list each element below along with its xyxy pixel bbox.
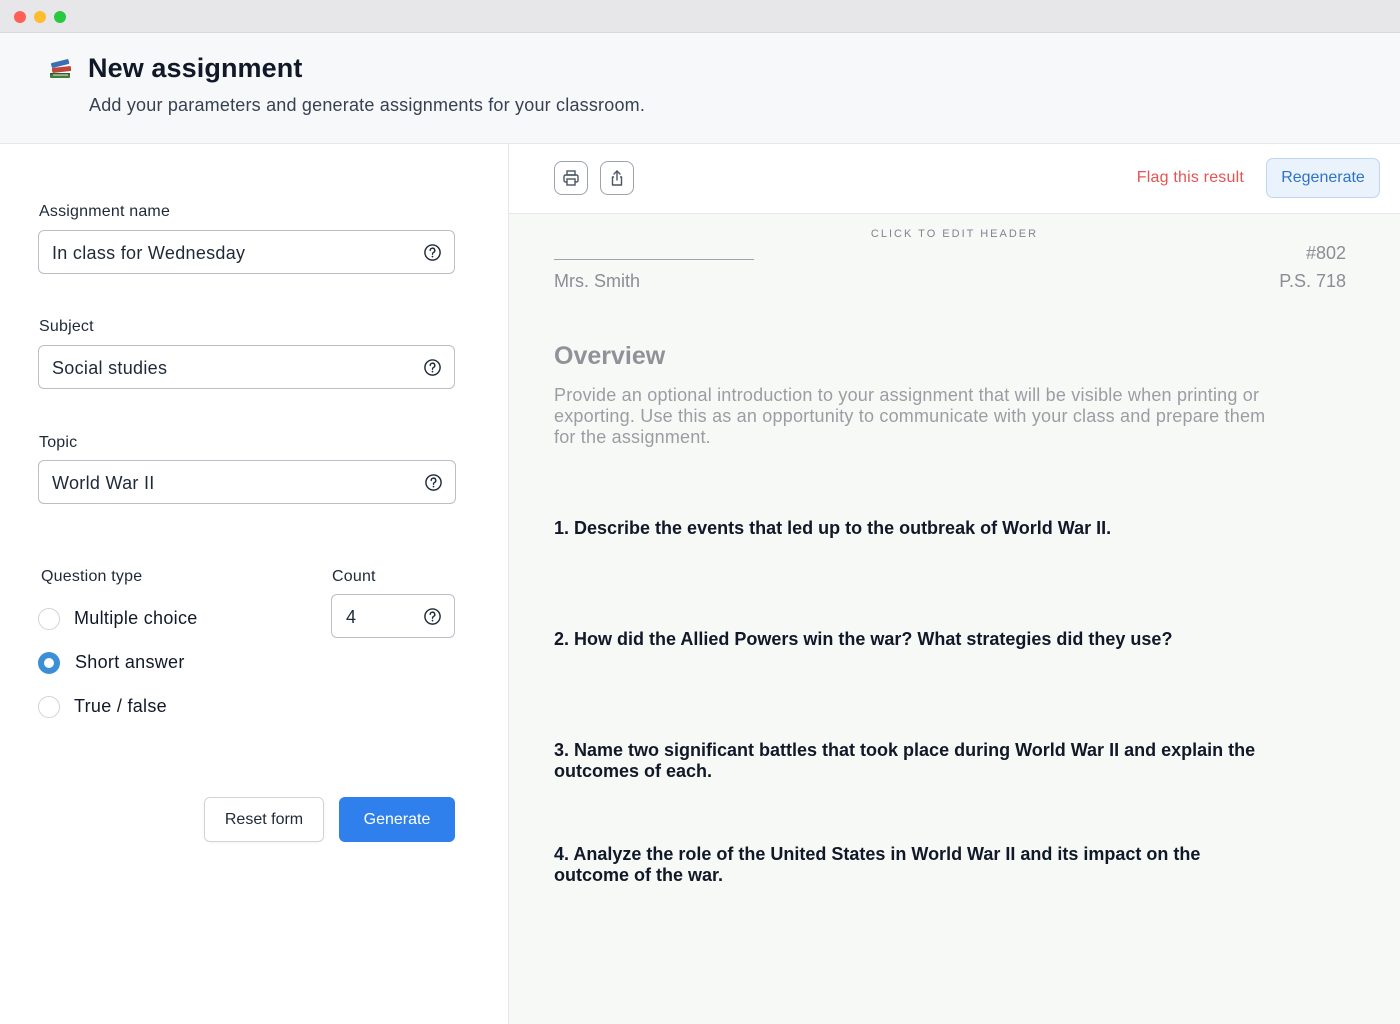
share-button[interactable] (600, 161, 634, 195)
question-item: 4. Analyze the role of the United States in World War II and its impact on the outcome of the war. (554, 844, 1201, 885)
share-icon (608, 169, 626, 187)
question-item: 3. Name two significant battles that took place during World War II and explain the outcomes of each. (554, 740, 1256, 781)
radio-button[interactable] (38, 696, 60, 718)
window-titlebar (0, 0, 1400, 33)
subject-value: Social studies (52, 358, 168, 378)
page-title: New assignment (88, 53, 303, 83)
radio-button[interactable] (38, 608, 60, 630)
student-name-line (554, 259, 754, 260)
topic-input[interactable] (38, 460, 456, 504)
count-value: 4 (346, 607, 357, 627)
print-button[interactable] (554, 161, 588, 195)
overview-title[interactable]: Overview (554, 342, 666, 370)
count-input[interactable] (331, 594, 455, 638)
subject-input[interactable] (38, 345, 455, 389)
teacher-name: Mrs. Smith (554, 271, 641, 291)
help-icon[interactable] (423, 243, 442, 262)
flag-result-link[interactable]: Flag this result (1136, 169, 1244, 186)
preview-toolbar (509, 144, 1400, 214)
assignment-form (0, 144, 509, 1024)
page-header (0, 33, 1400, 144)
help-icon[interactable] (423, 358, 442, 377)
assignment-name-value: In class for Wednesday (52, 243, 246, 263)
question-item: 1. Describe the events that led up to the outbreak of World War II. (554, 518, 1112, 538)
printer-icon (562, 169, 580, 187)
help-icon[interactable] (424, 473, 443, 492)
overview-text[interactable]: Provide an optional introduction to your assignment that will be visible when printing or exporting. Use this as an opportunity to communicate with your class and prepare them for the assignment. (554, 385, 1266, 447)
minimize-window-button[interactable] (34, 11, 46, 23)
regenerate-button[interactable]: Regenerate (1266, 158, 1380, 198)
radio-button-selected[interactable] (38, 652, 60, 674)
radio-label: True / false (74, 696, 167, 716)
radio-label: Short answer (75, 652, 185, 672)
books-icon (47, 55, 75, 83)
close-window-button[interactable] (14, 11, 26, 23)
assignment-name-label: Assignment name (39, 203, 171, 220)
assignment-preview (509, 144, 1400, 1024)
assignment-name-input[interactable] (38, 230, 455, 274)
count-label: Count (332, 568, 376, 585)
zoom-window-button[interactable] (54, 11, 66, 23)
radio-label: Multiple choice (74, 608, 198, 628)
question-type-label: Question type (41, 568, 143, 585)
reset-form-button[interactable]: Reset form (204, 797, 324, 842)
topic-label: Topic (39, 434, 78, 451)
page-subtitle: Add your parameters and generate assignments for your classroom. (89, 95, 646, 115)
question-item: 2. How did the Allied Powers win the war? What strategies did they use? (554, 629, 1173, 649)
edit-header-hint[interactable]: CLICK TO EDIT HEADER (870, 228, 1039, 240)
assignment-number: #802 (1305, 243, 1346, 263)
topic-value: World War II (52, 473, 155, 493)
generate-button[interactable]: Generate (339, 797, 455, 842)
school-name: P.S. 718 (1279, 271, 1346, 291)
subject-label: Subject (39, 318, 94, 335)
help-icon[interactable] (423, 607, 442, 626)
